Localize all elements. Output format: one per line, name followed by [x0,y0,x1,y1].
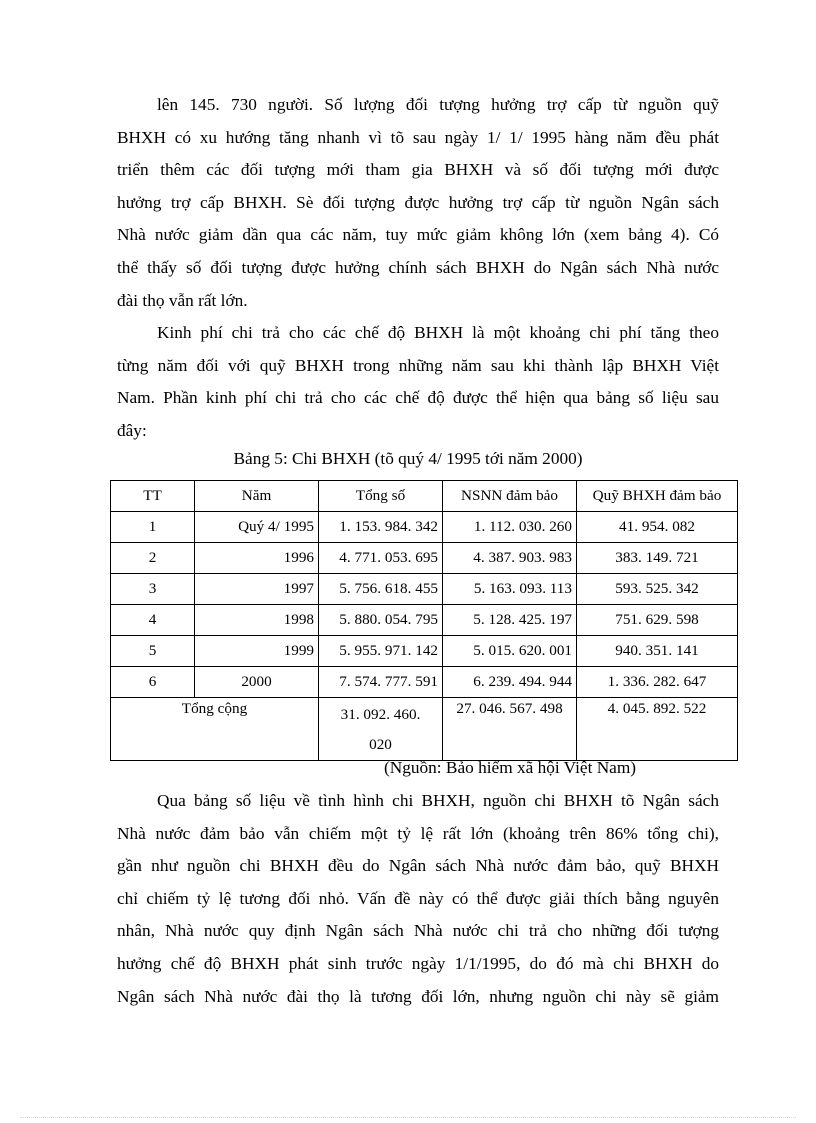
cell-quy: 1. 336. 282. 647 [577,667,738,698]
table-header-row [111,481,738,512]
cell-nsnn: 5. 163. 093. 113 [443,574,577,605]
cell-year: Quý 4/ 1995 [195,512,319,543]
cell-year: 2000 [195,667,319,698]
total-label: Tổng cộng [111,698,319,761]
total-sum-line1: 31. 092. 460. [340,706,421,723]
table-row [111,543,738,574]
text-line: Kinh phí chi trả cho các chế độ BHXH là một khoảng chi phí tăng theo [157,323,719,342]
text-line: hưởng trợ cấp BHXH. Sè đối tượng được hưởng trợ cấp từ nguồn Ngân sách [117,192,719,212]
table-caption: Bảng 5: Chi BHXH (tõ quý 4/ 1995 tới năm 2000) [233,449,583,468]
cell-total: 4. 771. 053. 695 [319,543,443,574]
cell-year: 1996 [195,543,319,574]
text-line: từng năm đối với quỹ BHXH trong những năm sau khi thành lập BHXH Việt [117,355,719,375]
cell-quy: 41. 954. 082 [577,512,738,543]
total-nsnn: 27. 046. 567. 498 [443,698,577,761]
cell-total: 7. 574. 777. 591 [319,667,443,698]
text-line: Nhà nước giảm dần qua các năm, tuy mức giảm không lớn (xem bảng 4). Có [117,225,719,245]
cell-tt: 4 [111,605,195,636]
cell-nsnn: 1. 112. 030. 260 [443,512,577,543]
table-row [111,574,738,605]
table-source: (Nguồn: Bảo hiểm xã hội Việt Nam) [384,758,637,777]
total-sum [319,698,443,761]
table-row [111,512,738,543]
cell-nsnn: 4. 387. 903. 983 [443,543,577,574]
cell-total: 5. 756. 618. 455 [319,574,443,605]
page-footer-divider [20,1117,796,1118]
text-line: đây: [117,420,147,440]
text-line: nhân, Nhà nước quy định Ngân sách Nhà nước chi trả cho những đối tượng [117,921,719,941]
text-line: triển thêm các đối tượng mới tham gia BHXH và số đối tượng mới được [117,160,719,180]
header-tt: TT [111,481,195,512]
cell-tt: 1 [111,512,195,543]
text-line: hưởng chế độ BHXH phát sinh trước ngày 1/1/1995, do đó mà chi BHXH do [117,953,719,973]
cell-tt: 6 [111,667,195,698]
cell-year: 1997 [195,574,319,605]
table-row [111,636,738,667]
header-total: Tổng số [319,481,443,512]
cell-year: 1998 [195,605,319,636]
header-year: Năm [195,481,319,512]
table-total-row [111,698,738,761]
cell-quy: 751. 629. 598 [577,605,738,636]
total-sum-line2: 020 [369,736,392,753]
cell-quy: 383. 149. 721 [577,543,738,574]
text-line: Qua bảng số liệu về tình hình chi BHXH, nguồn chi BHXH tõ Ngân sách [157,791,719,810]
text-line: chỉ chiếm tỷ lệ tương đối nhỏ. Vấn đề này có thể được giải thích bằng nguyên [117,888,719,908]
cell-quy: 593. 525. 342 [577,574,738,605]
table-row [111,605,738,636]
total-quy: 4. 045. 892. 522 [577,698,738,761]
cell-year: 1999 [195,636,319,667]
cell-nsnn: 6. 239. 494. 944 [443,667,577,698]
text-line: lên 145. 730 người. Số lượng đối tượng hưởng trợ cấp từ nguồn quỹ [157,95,719,114]
cell-nsnn: 5. 015. 620. 001 [443,636,577,667]
cell-tt: 5 [111,636,195,667]
cell-total: 5. 955. 971. 142 [319,636,443,667]
text-line: BHXH có xu hướng tăng nhanh vì tõ sau ngày 1/ 1/ 1995 hàng năm đều phát [117,127,719,147]
paragraph-3 [117,785,719,1013]
header-nsnn: NSNN đảm bảo [443,481,577,512]
paragraph-2 [117,317,719,447]
header-quy: Quỹ BHXH đảm bảo [577,481,738,512]
cell-tt: 2 [111,543,195,574]
expenditure-table [110,480,738,761]
cell-total: 1. 153. 984. 342 [319,512,443,543]
cell-tt: 3 [111,574,195,605]
cell-nsnn: 5. 128. 425. 197 [443,605,577,636]
text-line: Ngân sách Nhà nước đài thọ là tương đối lớn, nhưng nguồn chi này sẽ giảm [117,986,719,1006]
paragraph-1 [117,89,719,317]
text-line: đài thọ vẫn rất lớn. [117,290,248,310]
text-line: gần như nguồn chi BHXH đều do Ngân sách Nhà nước đảm bảo, quỹ BHXH [117,856,719,876]
text-line: Nhà nước đảm bảo vẫn chiếm một tỷ lệ rất lớn (khoảng trên 86% tổng chi), [117,823,719,843]
table-row [111,667,738,698]
text-line: Nam. Phần kinh phí chi trả cho các chế độ được thể hiện qua bảng số liệu sau [117,388,719,408]
text-line: thể thấy số đối tượng được hưởng chính sách BHXH do Ngân sách Nhà nước [117,257,719,277]
cell-total: 5. 880. 054. 795 [319,605,443,636]
cell-quy: 940. 351. 141 [577,636,738,667]
